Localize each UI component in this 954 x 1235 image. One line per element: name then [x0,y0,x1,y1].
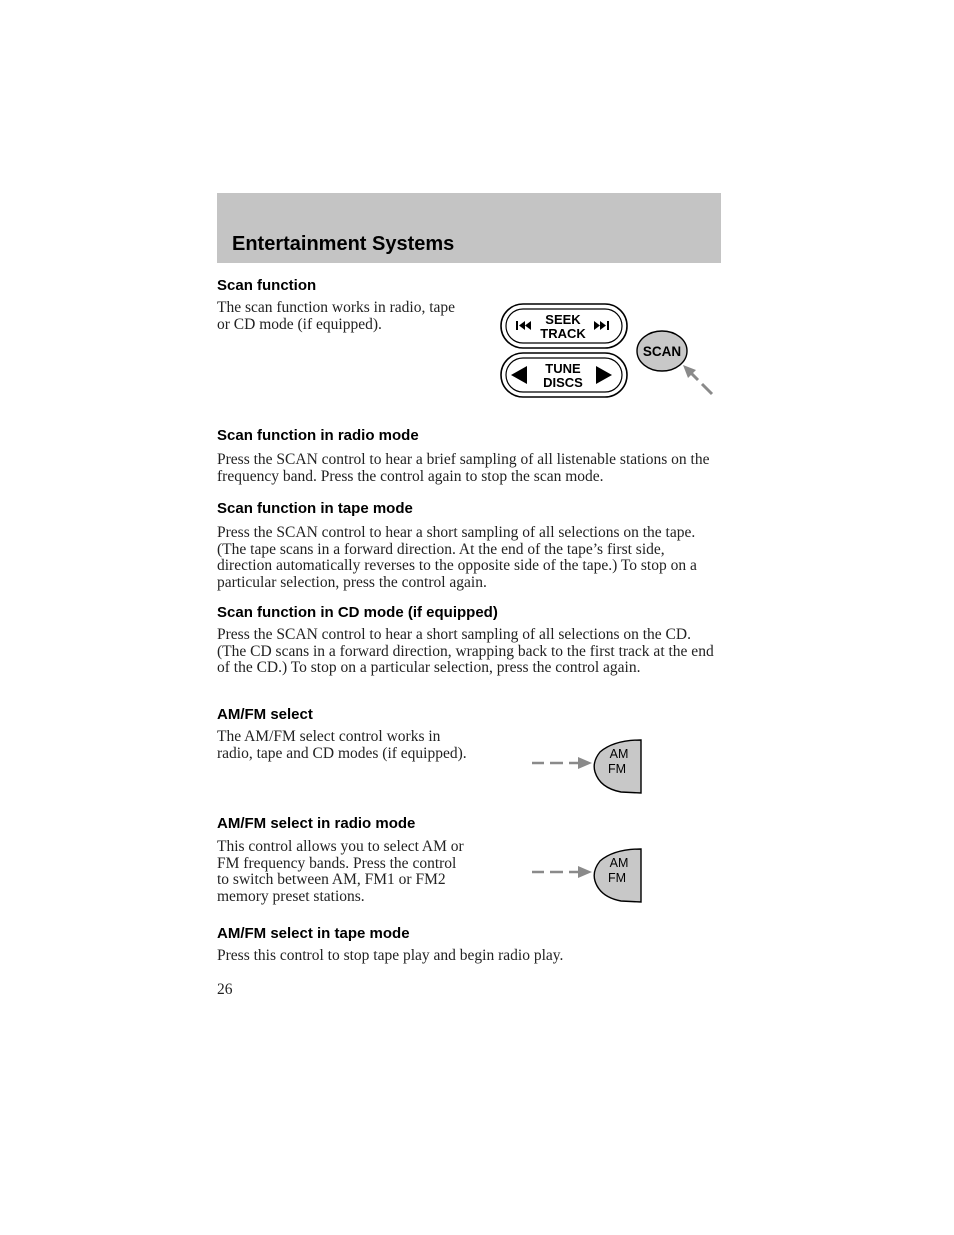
fm-label: FM [607,871,627,885]
section-title: Entertainment Systems [232,233,455,255]
amfm-illustration-1 [528,738,648,798]
paragraph-scan-cd: Press the SCAN control to hear a short sampling of all selections on the CD. (The CD scans in a forward direction, wrapping back to the first track at the end of the CD.) To stop on a particular selection, press the control again. [217,626,714,677]
heading-amfm-select: AM/FM select [217,706,313,723]
heading-scan-tape: Scan function in tape mode [217,500,413,517]
heading-scan-radio: Scan function in radio mode [217,427,419,444]
dashed-arrow-icon [532,866,592,878]
discs-label: DISCS [543,375,583,390]
am-label: AM [609,856,629,870]
track-label: TRACK [540,326,586,341]
amfm-illustration-2 [528,847,648,907]
paragraph-amfm-tape: Press this control to stop tape play and begin radio play. [217,947,564,964]
tune-discs-button [501,353,627,397]
paragraph-scan-tape: Press the SCAN control to hear a short sampling of all selections on the tape. (The tape scans in a forward direction. At the end of the tape’s first side, direction automatically reverses to the opposite side of the tape.) To stop on a particular selection, press the control again. [217,524,697,591]
tune-label: TUNE [545,361,581,376]
am-label: AM [609,747,629,761]
seek-track-button [501,304,627,348]
paragraph-amfm-radio: This control allows you to select AM or FM frequency bands. Press the control to switch between AM, FM1 or FM2 memory preset stations. [217,838,464,905]
scan-pointer-arrow-icon [683,365,712,394]
heading-scan-function: Scan function [217,277,317,294]
dashed-arrow-icon [532,757,592,769]
scan-label: SCAN [642,344,682,359]
page-number: 26 [217,981,233,998]
scan-controls-illustration [495,300,720,400]
seek-label: SEEK [545,312,581,327]
heading-amfm-radio: AM/FM select in radio mode [217,815,416,832]
paragraph-amfm-select: The AM/FM select control works in radio, tape and CD modes (if equipped). [217,728,467,762]
paragraph-scan-function: The scan function works in radio, tape or CD mode (if equipped). [217,299,456,333]
scan-button [637,331,687,371]
amfm-button [594,740,641,793]
fm-label: FM [607,762,627,776]
heading-amfm-tape: AM/FM select in tape mode [217,925,410,942]
amfm-button [594,849,641,902]
section-header [217,193,721,263]
heading-scan-cd: Scan function in CD mode (if equipped) [217,604,498,621]
paragraph-scan-radio: Press the SCAN control to hear a brief sampling of all listenable stations on the frequency band. Press the control again to stop the scan mode. [217,451,710,485]
